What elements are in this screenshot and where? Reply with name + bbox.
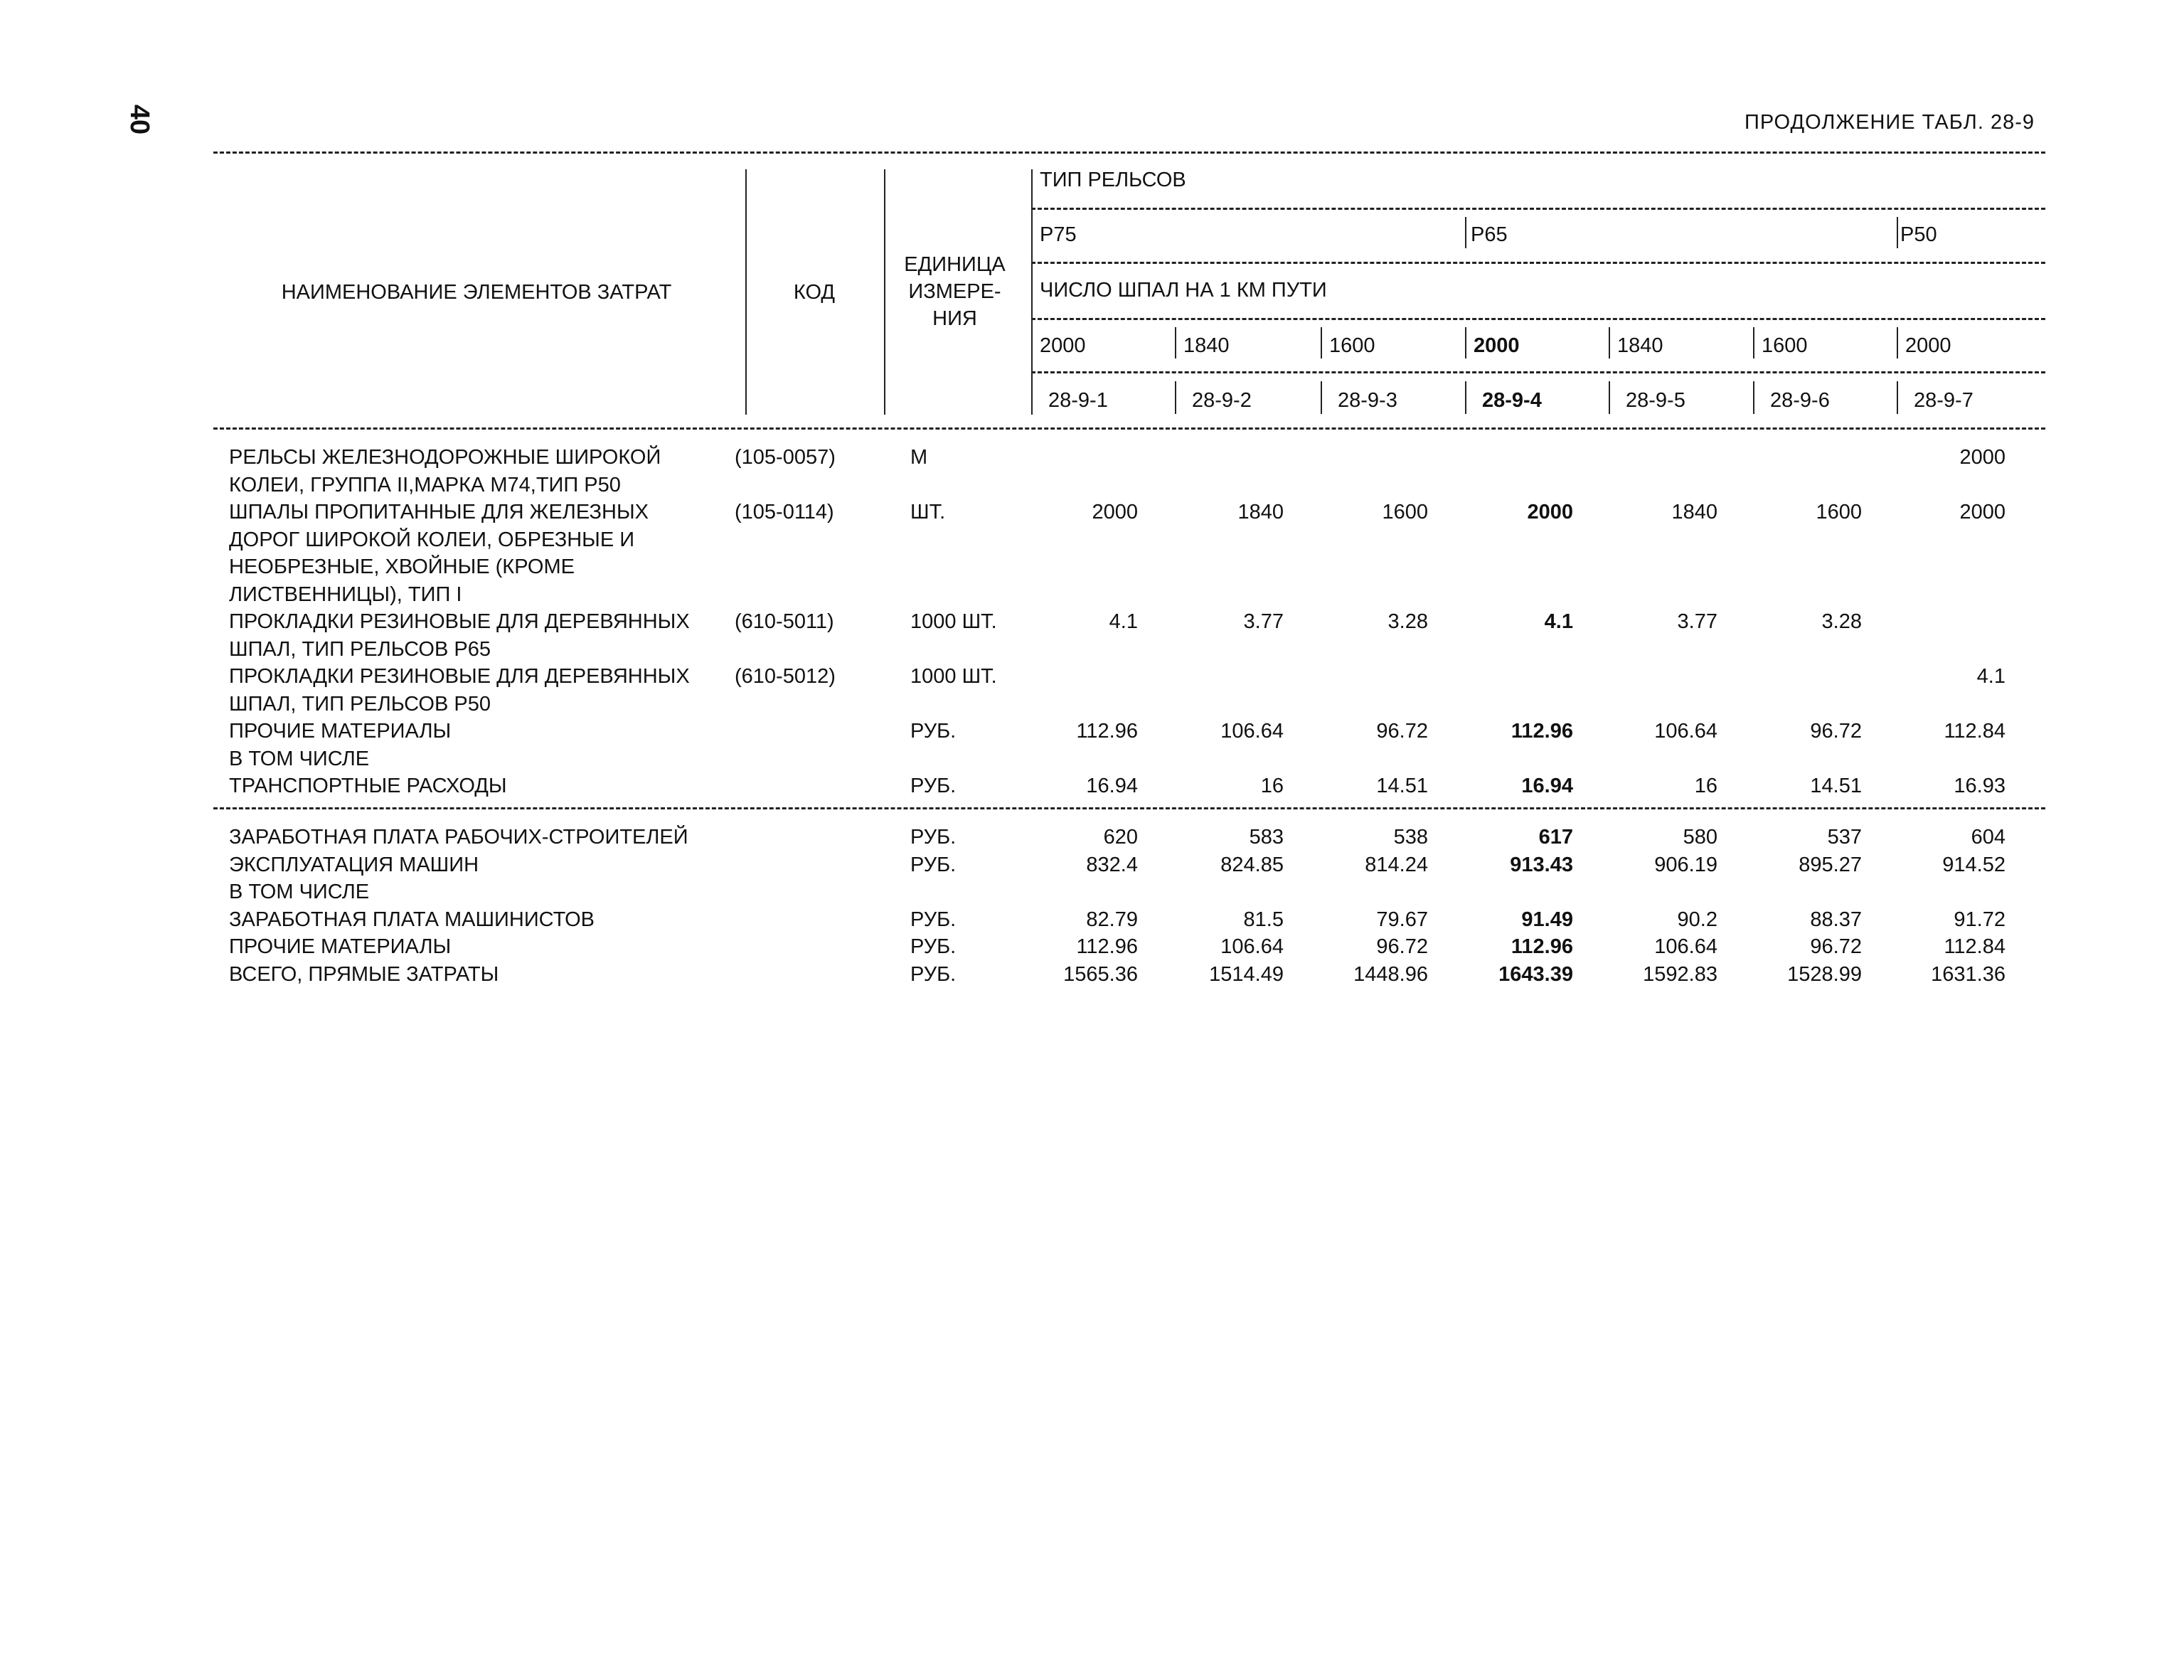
table-title: ПРОДОЛЖЕНИЕ ТАБЛ. 28-9: [1744, 111, 2035, 134]
row-unit: РУБ.: [910, 853, 957, 876]
header-rail-type-p75: P75: [1040, 223, 1077, 246]
row-name-line: НЕОБРЕЗНЫЕ, ХВОЙНЫЕ (КРОМЕ: [229, 555, 575, 578]
header-unit-line-3: НИЯ: [932, 307, 977, 330]
header-unit-line-2: ИЗМЕРЕ-: [908, 280, 1001, 303]
header-column-code: 28-9-6: [1770, 389, 1830, 412]
row-value: 106.64: [1654, 720, 1717, 743]
row-name: ЗАРАБОТНАЯ ПЛАТА МАШИНИСТОВ: [229, 908, 595, 931]
section-divider: [213, 807, 2045, 809]
header-subdivider: [1031, 262, 2045, 264]
row-value: 604: [1971, 826, 2005, 849]
row-name-line: ШПАЛ, ТИП РЕЛЬСОВ Р50: [229, 692, 491, 716]
header-unit-column: [885, 251, 1024, 332]
header-unit-line-1: ЕДИНИЦА: [904, 253, 1006, 276]
header-rail-type: ТИП РЕЛЬСОВ: [1040, 169, 1186, 191]
row-value: 620: [1103, 826, 1138, 849]
row-name-line: ПРОКЛАДКИ РЕЗИНОВЫЕ ДЛЯ ДЕРЕВЯННЫХ: [229, 665, 690, 688]
row-value: 2000: [1959, 446, 2005, 469]
row-value: 96.72: [1376, 935, 1428, 958]
row-code: (610-5011): [735, 610, 834, 633]
row-unit: РУБ.: [910, 962, 957, 986]
row-value: 1643.39: [1498, 962, 1573, 986]
row-value: 832.4: [1086, 853, 1138, 876]
header-code-column: КОД: [793, 281, 836, 304]
column-separator: [1753, 327, 1754, 358]
row-value: 3.28: [1821, 610, 1862, 633]
row-value: 4.1: [1109, 610, 1138, 633]
header-column-code: 28-9-5: [1626, 389, 1685, 412]
row-value: 2000: [1959, 501, 2005, 523]
header-column-code: 28-9-7: [1914, 389, 1973, 412]
row-name-line: ШПАЛЫ ПРОПИТАННЫЕ ДЛЯ ЖЕЛЕЗНЫХ: [229, 501, 649, 523]
row-name-line: ШПАЛ, ТИП РЕЛЬСОВ Р65: [229, 637, 491, 661]
column-separator: [745, 169, 747, 415]
row-value: 3.77: [1243, 610, 1284, 633]
row-value: 583: [1249, 826, 1284, 849]
header-subdivider: [1031, 318, 2045, 320]
row-unit: РУБ.: [910, 775, 957, 797]
page-number: 40: [124, 104, 154, 135]
header-sleeper-count: 1840: [1183, 334, 1230, 357]
row-value: 16.94: [1086, 775, 1138, 797]
row-value: 96.72: [1810, 935, 1862, 958]
header-subdivider: [1031, 371, 2045, 373]
header-column-code: 28-9-1: [1048, 389, 1108, 412]
header-subdivider: [1031, 208, 2045, 210]
row-name: В ТОМ ЧИСЛЕ: [229, 881, 370, 903]
row-unit: РУБ.: [910, 908, 957, 931]
row-value: 4.1: [1544, 610, 1573, 633]
row-name: ЗАРАБОТНАЯ ПЛАТА РАБОЧИХ-СТРОИТЕЛЕЙ: [229, 826, 688, 849]
header-column-code: 28-9-4: [1482, 389, 1542, 412]
column-separator: [1175, 327, 1176, 358]
column-separator: [1897, 381, 1898, 414]
row-value: 96.72: [1810, 720, 1862, 743]
row-name-line: ПРОКЛАДКИ РЕЗИНОВЫЕ ДЛЯ ДЕРЕВЯННЫХ: [229, 610, 690, 633]
row-value: 3.77: [1677, 610, 1717, 633]
row-value: 2000: [1092, 501, 1138, 523]
row-value: 1565.36: [1063, 962, 1138, 986]
row-name: ПРОЧИЕ МАТЕРИАЛЫ: [229, 935, 452, 958]
header-column-code: 28-9-2: [1192, 389, 1252, 412]
header-sleeper-count: 1600: [1329, 334, 1375, 357]
row-value: 90.2: [1677, 908, 1717, 931]
row-name-line: ДОРОГ ШИРОКОЙ КОЛЕИ, ОБРЕЗНЫЕ И: [229, 528, 635, 551]
header-sleepers-per-km: ЧИСЛО ШПАЛ НА 1 КМ ПУТИ: [1040, 279, 1327, 302]
row-value: 96.72: [1376, 720, 1428, 743]
row-value: 537: [1827, 826, 1862, 849]
column-separator: [1465, 217, 1466, 248]
row-unit: М: [910, 446, 928, 469]
row-value: 112.84: [1944, 720, 2005, 743]
row-value: 1514.49: [1209, 962, 1284, 986]
column-separator: [1465, 327, 1466, 358]
header-column-code: 28-9-3: [1338, 389, 1397, 412]
row-value: 88.37: [1810, 908, 1862, 931]
row-value: 106.64: [1220, 935, 1284, 958]
column-separator: [1609, 327, 1610, 358]
column-separator: [1897, 327, 1898, 358]
header-sleeper-count: 2000: [1474, 334, 1520, 357]
row-value: 16: [1694, 775, 1717, 797]
row-value: 914.52: [1942, 853, 2005, 876]
row-name-line: В ТОМ ЧИСЛЕ: [229, 747, 370, 770]
row-unit: 1000 ШТ.: [910, 665, 997, 688]
row-value: 913.43: [1510, 853, 1573, 876]
header-rail-type-p65: P65: [1471, 223, 1508, 246]
column-separator: [1897, 217, 1898, 248]
column-separator: [1321, 381, 1322, 414]
row-value: 1448.96: [1353, 962, 1428, 986]
header-sleeper-count: 2000: [1905, 334, 1951, 357]
row-value: 16.93: [1954, 775, 2005, 797]
row-name: ВСЕГО, ПРЯМЫЕ ЗАТРАТЫ: [229, 962, 499, 986]
row-value: 1592.83: [1643, 962, 1717, 986]
header-rail-type-p50: P50: [1900, 223, 1937, 246]
row-value: 1840: [1671, 501, 1717, 523]
row-name: ЭКСПЛУАТАЦИЯ МАШИН: [229, 853, 479, 876]
column-separator: [1321, 327, 1322, 358]
row-value: 91.49: [1521, 908, 1573, 931]
row-value: 112.96: [1511, 720, 1573, 743]
column-separator: [1031, 169, 1033, 415]
row-value: 112.96: [1076, 720, 1138, 743]
row-value: 112.96: [1076, 935, 1138, 958]
row-unit: РУБ.: [910, 826, 957, 849]
row-value: 538: [1393, 826, 1428, 849]
row-name-line: КОЛЕИ, ГРУППА II,МАРКА М74,ТИП Р50: [229, 473, 621, 496]
row-code: (610-5012): [735, 665, 836, 688]
row-value: 617: [1538, 826, 1573, 849]
row-value: 14.51: [1376, 775, 1428, 797]
row-value: 91.72: [1954, 908, 2005, 931]
row-value: 81.5: [1243, 908, 1284, 931]
row-value: 16: [1260, 775, 1284, 797]
row-code: (105-0057): [735, 446, 836, 469]
header-sleeper-count: 1840: [1617, 334, 1663, 357]
header-bottom-divider: [213, 427, 2045, 430]
top-divider: [213, 151, 2045, 154]
row-unit: РУБ.: [910, 720, 957, 743]
row-value: 580: [1683, 826, 1717, 849]
column-separator: [1175, 381, 1176, 414]
row-value: 1631.36: [1931, 962, 2005, 986]
row-value: 1840: [1237, 501, 1284, 523]
column-separator: [1465, 381, 1466, 414]
row-value: 2000: [1527, 501, 1573, 523]
row-value: 82.79: [1086, 908, 1138, 931]
row-value: 1600: [1816, 501, 1862, 523]
row-unit: ШТ.: [910, 501, 946, 523]
row-unit: 1000 ШТ.: [910, 610, 997, 633]
row-value: 106.64: [1220, 720, 1284, 743]
row-name-line: РЕЛЬСЫ ЖЕЛЕЗНОДОРОЖНЫЕ ШИРОКОЙ: [229, 446, 661, 469]
row-value: 14.51: [1810, 775, 1862, 797]
header-sleeper-count: 2000: [1040, 334, 1086, 357]
row-name-line: ЛИСТВЕННИЦЫ), ТИП I: [229, 583, 462, 606]
row-value: 79.67: [1376, 908, 1428, 931]
row-name-line: ТРАНСПОРТНЫЕ РАСХОДЫ: [229, 775, 507, 797]
row-value: 895.27: [1799, 853, 1862, 876]
row-value: 16.94: [1521, 775, 1573, 797]
row-unit: РУБ.: [910, 935, 957, 958]
row-value: 1600: [1382, 501, 1428, 523]
row-value: 3.28: [1387, 610, 1428, 633]
column-separator: [1753, 381, 1754, 414]
row-name-line: ПРОЧИЕ МАТЕРИАЛЫ: [229, 720, 452, 743]
row-value: 112.96: [1511, 935, 1573, 958]
row-value: 824.85: [1220, 853, 1284, 876]
row-value: 112.84: [1944, 935, 2005, 958]
row-value: 106.64: [1654, 935, 1717, 958]
column-separator: [884, 169, 885, 415]
header-sleeper-count: 1600: [1762, 334, 1808, 357]
row-value: 4.1: [1976, 665, 2005, 688]
row-value: 814.24: [1365, 853, 1428, 876]
row-value: 1528.99: [1787, 962, 1862, 986]
row-code: (105-0114): [735, 501, 834, 523]
header-name-column: НАИМЕНОВАНИЕ ЭЛЕМЕНТОВ ЗАТРАТ: [281, 281, 672, 304]
row-value: 906.19: [1654, 853, 1717, 876]
column-separator: [1609, 381, 1610, 414]
